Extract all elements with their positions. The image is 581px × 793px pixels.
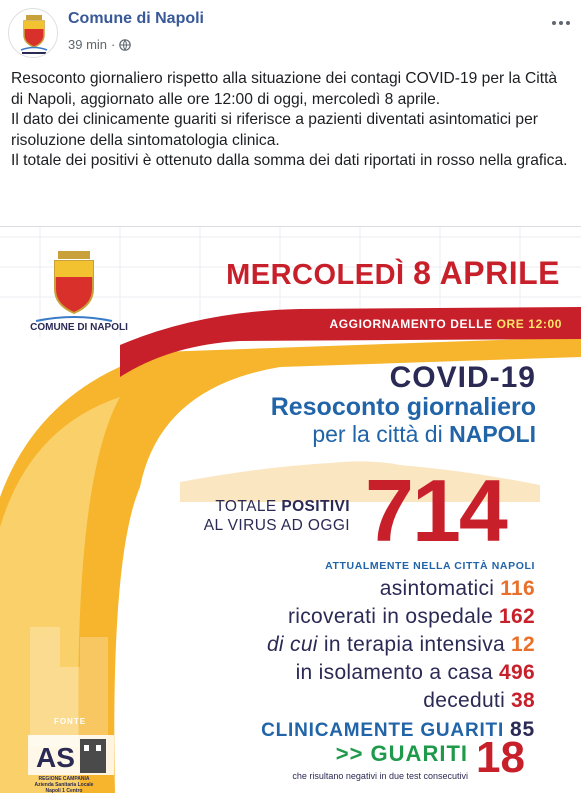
stat-value: 162 (499, 605, 535, 628)
city-prefix: per la città di (312, 421, 443, 447)
stat-label: deceduti (423, 689, 506, 712)
city-name: NAPOLI (449, 421, 536, 447)
stat-isolamento (170, 661, 535, 685)
stat-terapia-intensiva (170, 633, 535, 657)
date: 8 APRILE (413, 255, 560, 291)
post-text-line: Il totale dei positivi è ottenuto dalla somma dei dati riportati in rosso nella grafica. (11, 152, 568, 169)
post-image-infographic[interactable] (0, 226, 581, 793)
globe-icon[interactable] (119, 39, 131, 51)
update-banner (300, 317, 562, 331)
stat-value: 116 (500, 577, 535, 600)
post-text-line: Resoconto giornaliero rispetto alla situazione dei contagi COVID-19 per la Città di Napoli, aggiornato alle ore 12:00 di oggi, mercoledì 8 aprile. (11, 70, 558, 108)
totale-positivi-value: 714 (365, 461, 506, 560)
covid-title: COVID-19 (389, 361, 536, 394)
more-dots-icon (551, 20, 571, 26)
post-timestamp[interactable]: 39 min (68, 37, 108, 52)
page-avatar[interactable] (8, 8, 58, 58)
stat-label: CLINICAMENTE GUARITI (261, 720, 505, 741)
stat-deceduti (170, 689, 535, 713)
stat-value: 85 (510, 718, 535, 741)
meta-separator: · (111, 37, 116, 52)
post-meta (68, 37, 131, 52)
post-message (11, 69, 573, 172)
stat-label: in terapia intensiva (323, 633, 506, 656)
stat-value: 496 (499, 661, 535, 684)
update-time: ORE 12:00 (496, 317, 562, 331)
stat-label: in isolamento a casa (295, 661, 494, 684)
stat-ricoverati (170, 605, 535, 629)
stat-label: asintomatici (379, 577, 495, 600)
guariti-note: che risultano negativi in due test consecutivi (292, 771, 468, 781)
svg-text:AS: AS (36, 742, 75, 773)
post-text-line: Il dato dei clinicamente guariti si riferisce a pazienti diventati asintomatici per risoluzione della sintomatologia clinica. (11, 111, 538, 149)
stat-label: ricoverati in ospedale (288, 605, 494, 628)
comune-logo-label: COMUNE DI NAPOLI (30, 322, 128, 333)
totale-line2: AL VIRUS AD OGGI (203, 517, 350, 534)
stat-value: 38 (511, 689, 535, 712)
stat-prefix: di cui (266, 633, 318, 656)
page-name-link[interactable]: Comune di Napoli (68, 10, 204, 27)
totale-positivi-label (175, 497, 350, 535)
update-prefix: AGGIORNAMENTO DELLE (329, 317, 493, 331)
stat-value: 12 (511, 633, 535, 656)
comune-crest-icon (36, 251, 112, 321)
totale-word: TOTALE (215, 498, 277, 515)
more-options-button[interactable] (551, 10, 571, 31)
asl-caption: REGIONE CAMPANIA Azienda Sanitaria Locale Napoli 1 Centro (34, 776, 94, 793)
post-header (0, 0, 581, 62)
date-title (180, 255, 560, 292)
city-subtitle (170, 421, 536, 448)
guariti-label: >> GUARITI (335, 741, 468, 766)
asl-logo-icon (28, 735, 114, 775)
attualmente-label: ATTUALMENTE NELLA CITTÀ NAPOLI (325, 560, 535, 572)
stat-asintomatici (170, 577, 535, 601)
comune-napoli-logo-icon (9, 9, 58, 58)
positivi-word: POSITIVI (281, 498, 350, 515)
fonte-label: FONTE (53, 717, 87, 726)
guariti-value: 18 (476, 733, 525, 782)
resoconto-title: Resoconto giornaliero (270, 393, 536, 421)
weekday: MERCOLEDÌ (226, 259, 405, 291)
